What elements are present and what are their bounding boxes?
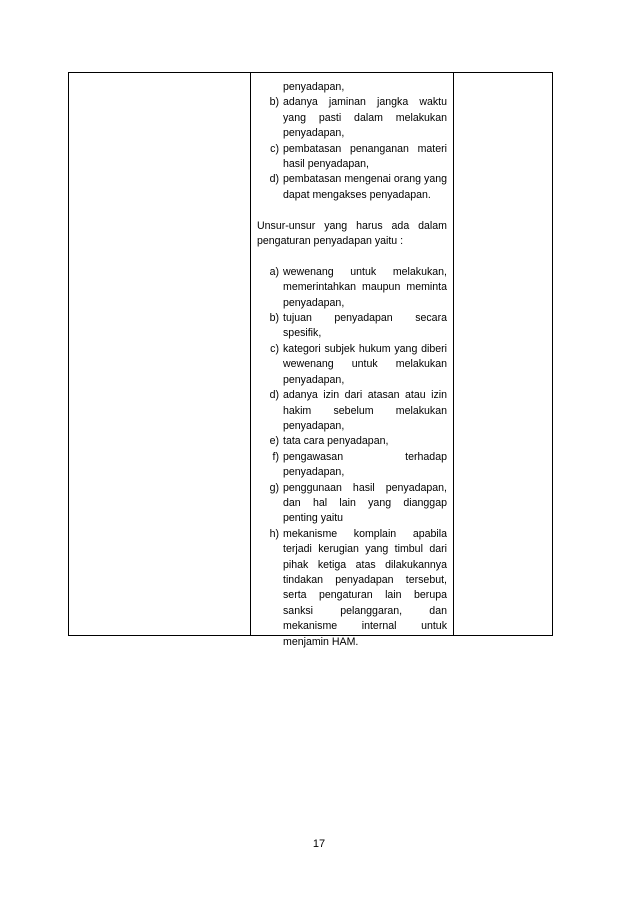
list-item-text: wewenang untuk melakukan, memerintahkan maupun meminta penyadapan,	[283, 265, 447, 309]
paragraph: Unsur-unsur yang harus ada dalam pengaturan penyadapan yaitu :	[257, 219, 447, 248]
list-item	[257, 311, 447, 342]
list-item	[257, 95, 447, 141]
list-marker: c)	[270, 342, 279, 355]
content-table	[68, 72, 553, 648]
list-item	[257, 434, 447, 449]
list-marker: h)	[269, 527, 279, 540]
middle-column-cell	[257, 80, 447, 650]
column-divider-right	[453, 73, 454, 635]
column-divider-left	[250, 73, 251, 635]
list-item	[257, 481, 447, 527]
list-marker: f)	[272, 450, 279, 463]
list-item	[257, 342, 447, 388]
list-marker: c)	[270, 142, 279, 155]
page-number: 17	[312, 838, 326, 850]
list-continuation: penyadapan,	[283, 81, 345, 93]
list-marker: d)	[269, 173, 279, 186]
list-item-text: tata cara penyadapan,	[283, 435, 389, 448]
list-marker: g)	[269, 481, 279, 494]
list-item	[257, 450, 447, 481]
list-marker: b)	[269, 312, 279, 325]
list-item-text: kategori subjek hukum yang diberi wewenang untuk melakukan penyadapan,	[283, 342, 447, 386]
list-item-text: penggunaan hasil penyadapan, dan hal lain yang dianggap penting yaitu	[283, 481, 447, 525]
list-item-text: pembatasan mengenai orang yang dapat mengakses penyadapan.	[283, 173, 447, 201]
list-item	[257, 172, 447, 203]
list-marker: b)	[269, 96, 279, 109]
list-item	[257, 527, 447, 650]
list-item	[257, 388, 447, 434]
list-item-text: adanya jaminan jangka waktu yang pasti dalam melakukan penyadapan,	[283, 96, 447, 140]
list-item-text: pengawasan terhadap penyadapan,	[283, 450, 447, 479]
list-item-text: pembatasan penanganan materi hasil penyadapan,	[283, 142, 447, 171]
list-marker: a)	[269, 265, 279, 278]
list-item-text: adanya izin dari atasan atau izin hakim sebelum melakukan penyadapan,	[283, 389, 447, 432]
list-marker: d)	[269, 389, 279, 402]
list-item-text: tujuan penyadapan secara spesifik,	[283, 312, 447, 340]
list-marker: e)	[269, 435, 279, 448]
list-item	[257, 142, 447, 173]
list-item	[257, 265, 447, 311]
list-item-text: mekanisme komplain apabila terjadi kerugian yang timbul dari pihak ketiga atas dilakukannya tindakan penyadapan tersebut, serta pengaturan lain berupa sanksi pelanggaran, dan mekanisme internal untuk menjamin HAM.	[283, 527, 447, 648]
